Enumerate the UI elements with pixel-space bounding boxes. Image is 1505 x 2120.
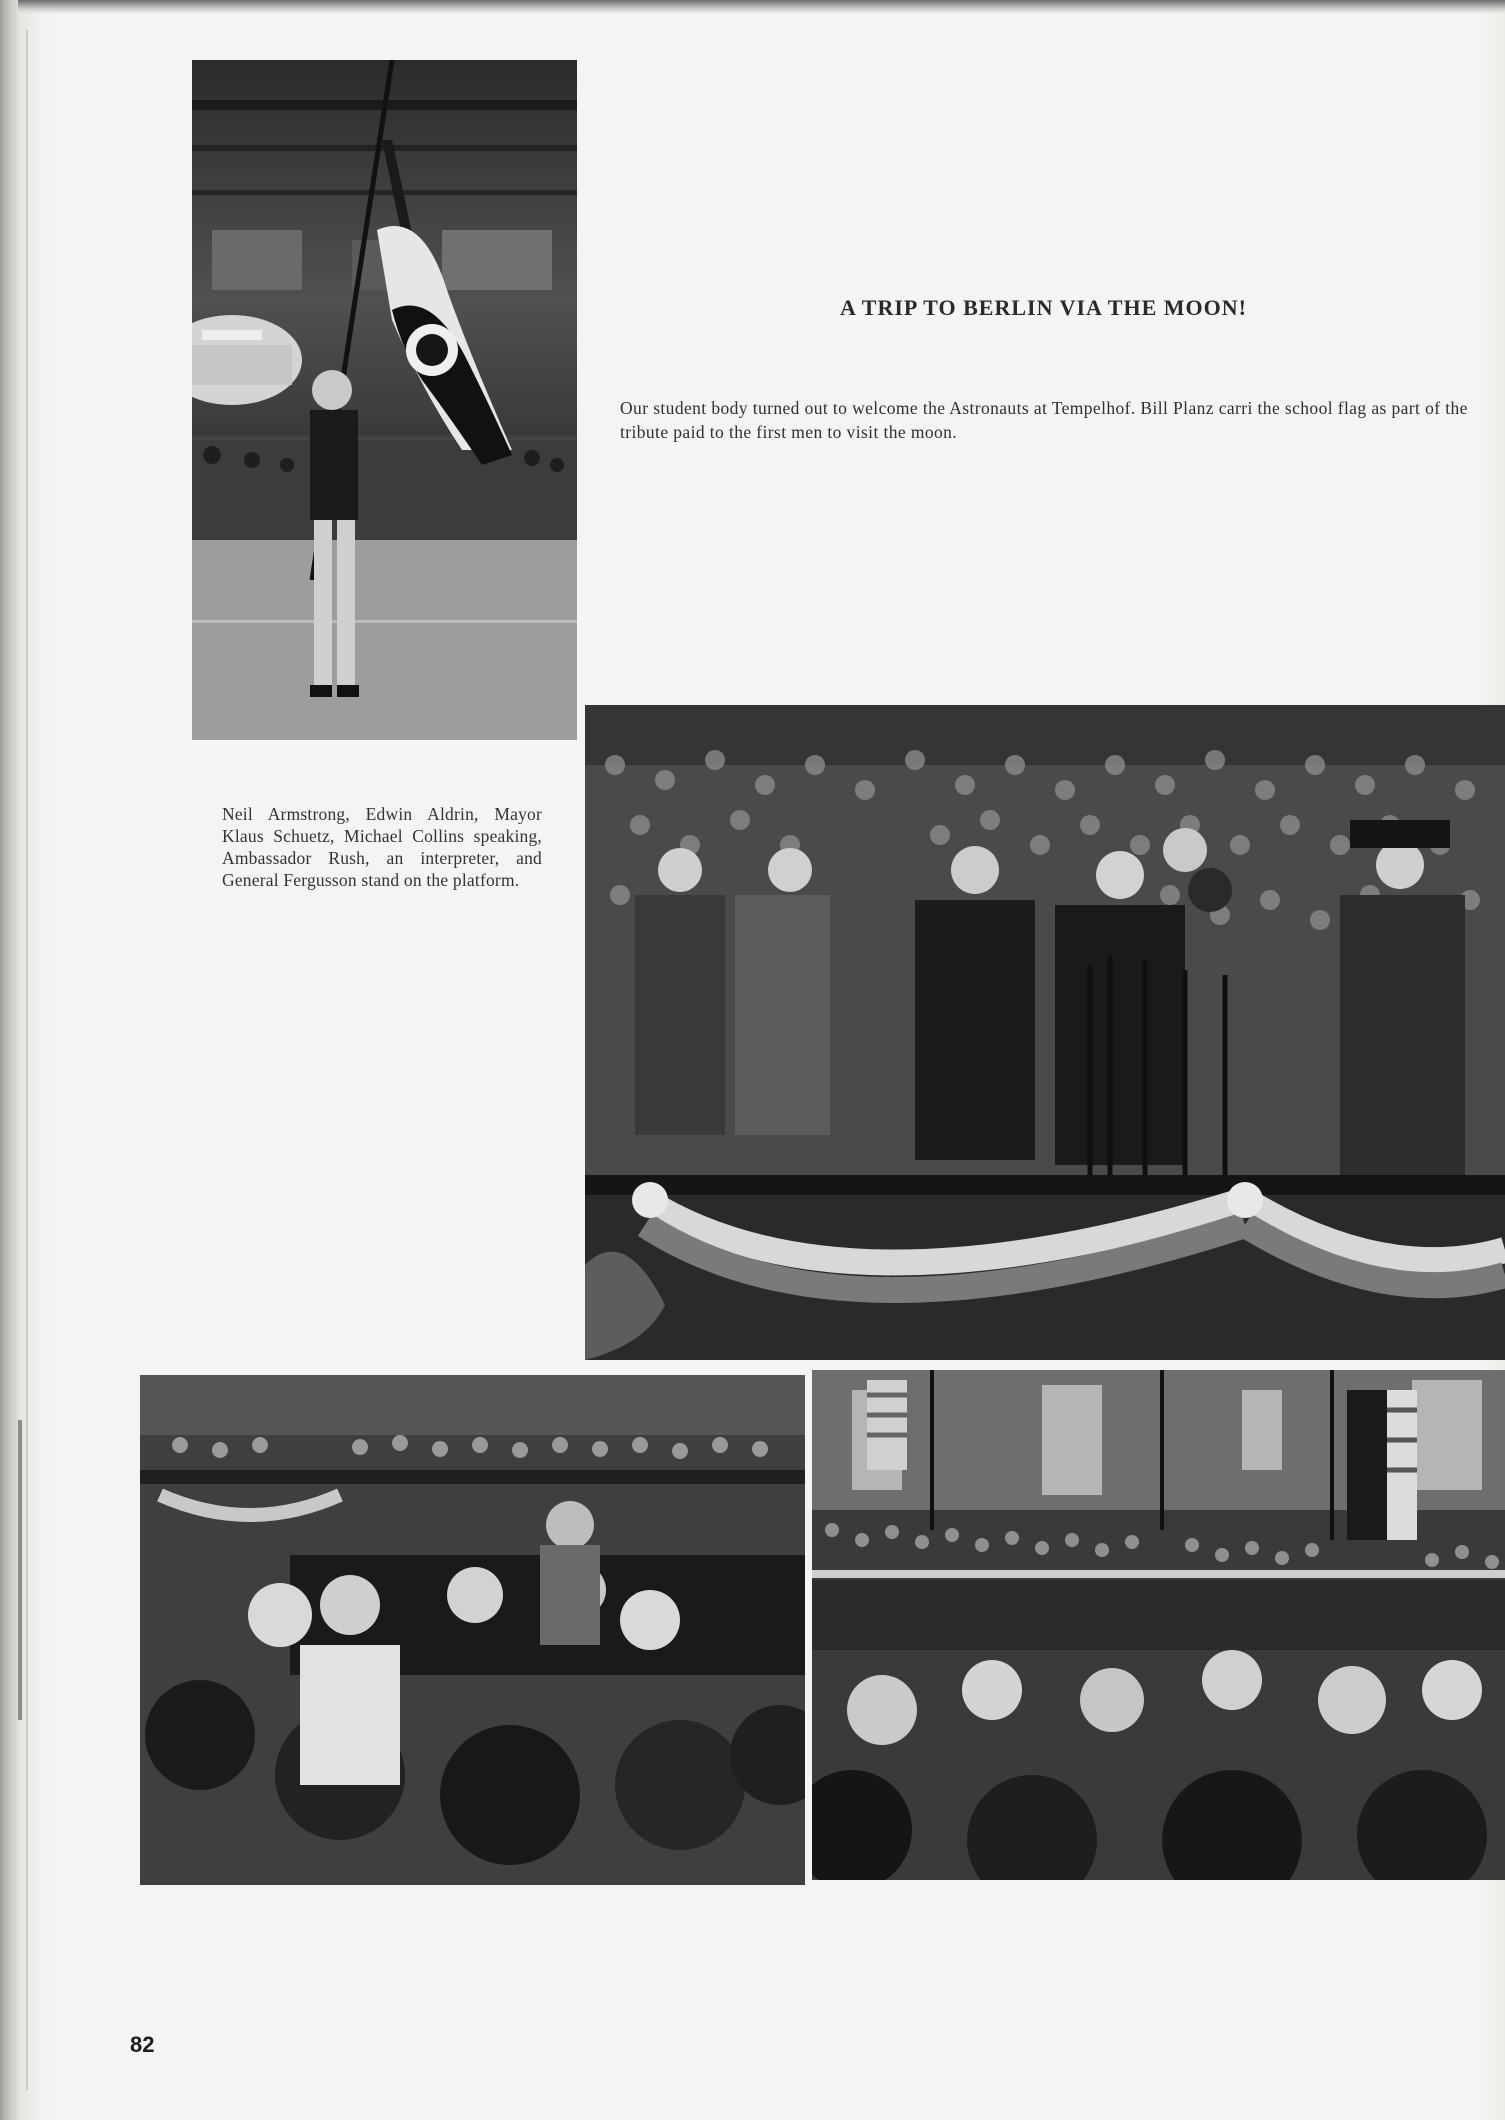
- photo-crowd-flags: [812, 1370, 1505, 1880]
- platform-caption: Neil Armstrong, Edwin Aldrin, Mayor Klaus Schuetz, Michael Collins speaking, Ambassador Rush, an interpreter, and General Fergusson stand on the platform.: [222, 803, 542, 890]
- handshake-graphic: [140, 1375, 805, 1885]
- photo-crowd-handshakes: [140, 1375, 805, 1885]
- page-top-edge: [0, 0, 1505, 14]
- article-title: A TRIP TO BERLIN VIA THE MOON!: [840, 294, 1247, 320]
- article-intro: Our student body turned out to welcome the Astronauts at Tempelhof. Bill Planz carri the school flag as part of the tribute paid to the first men to visit the moon.: [620, 397, 1468, 442]
- photo-flag-bearer: [192, 60, 577, 740]
- photo-platform: [585, 705, 1505, 1360]
- platform-graphic: [585, 705, 1505, 1360]
- gutter-line: [26, 30, 28, 2090]
- flag-bearer-graphic: [192, 60, 577, 740]
- binding-mark: [18, 1420, 22, 1720]
- book-spine-edge: [0, 0, 18, 2120]
- page-number: 82: [130, 2032, 155, 2057]
- crowd-flags-graphic: [812, 1370, 1505, 1880]
